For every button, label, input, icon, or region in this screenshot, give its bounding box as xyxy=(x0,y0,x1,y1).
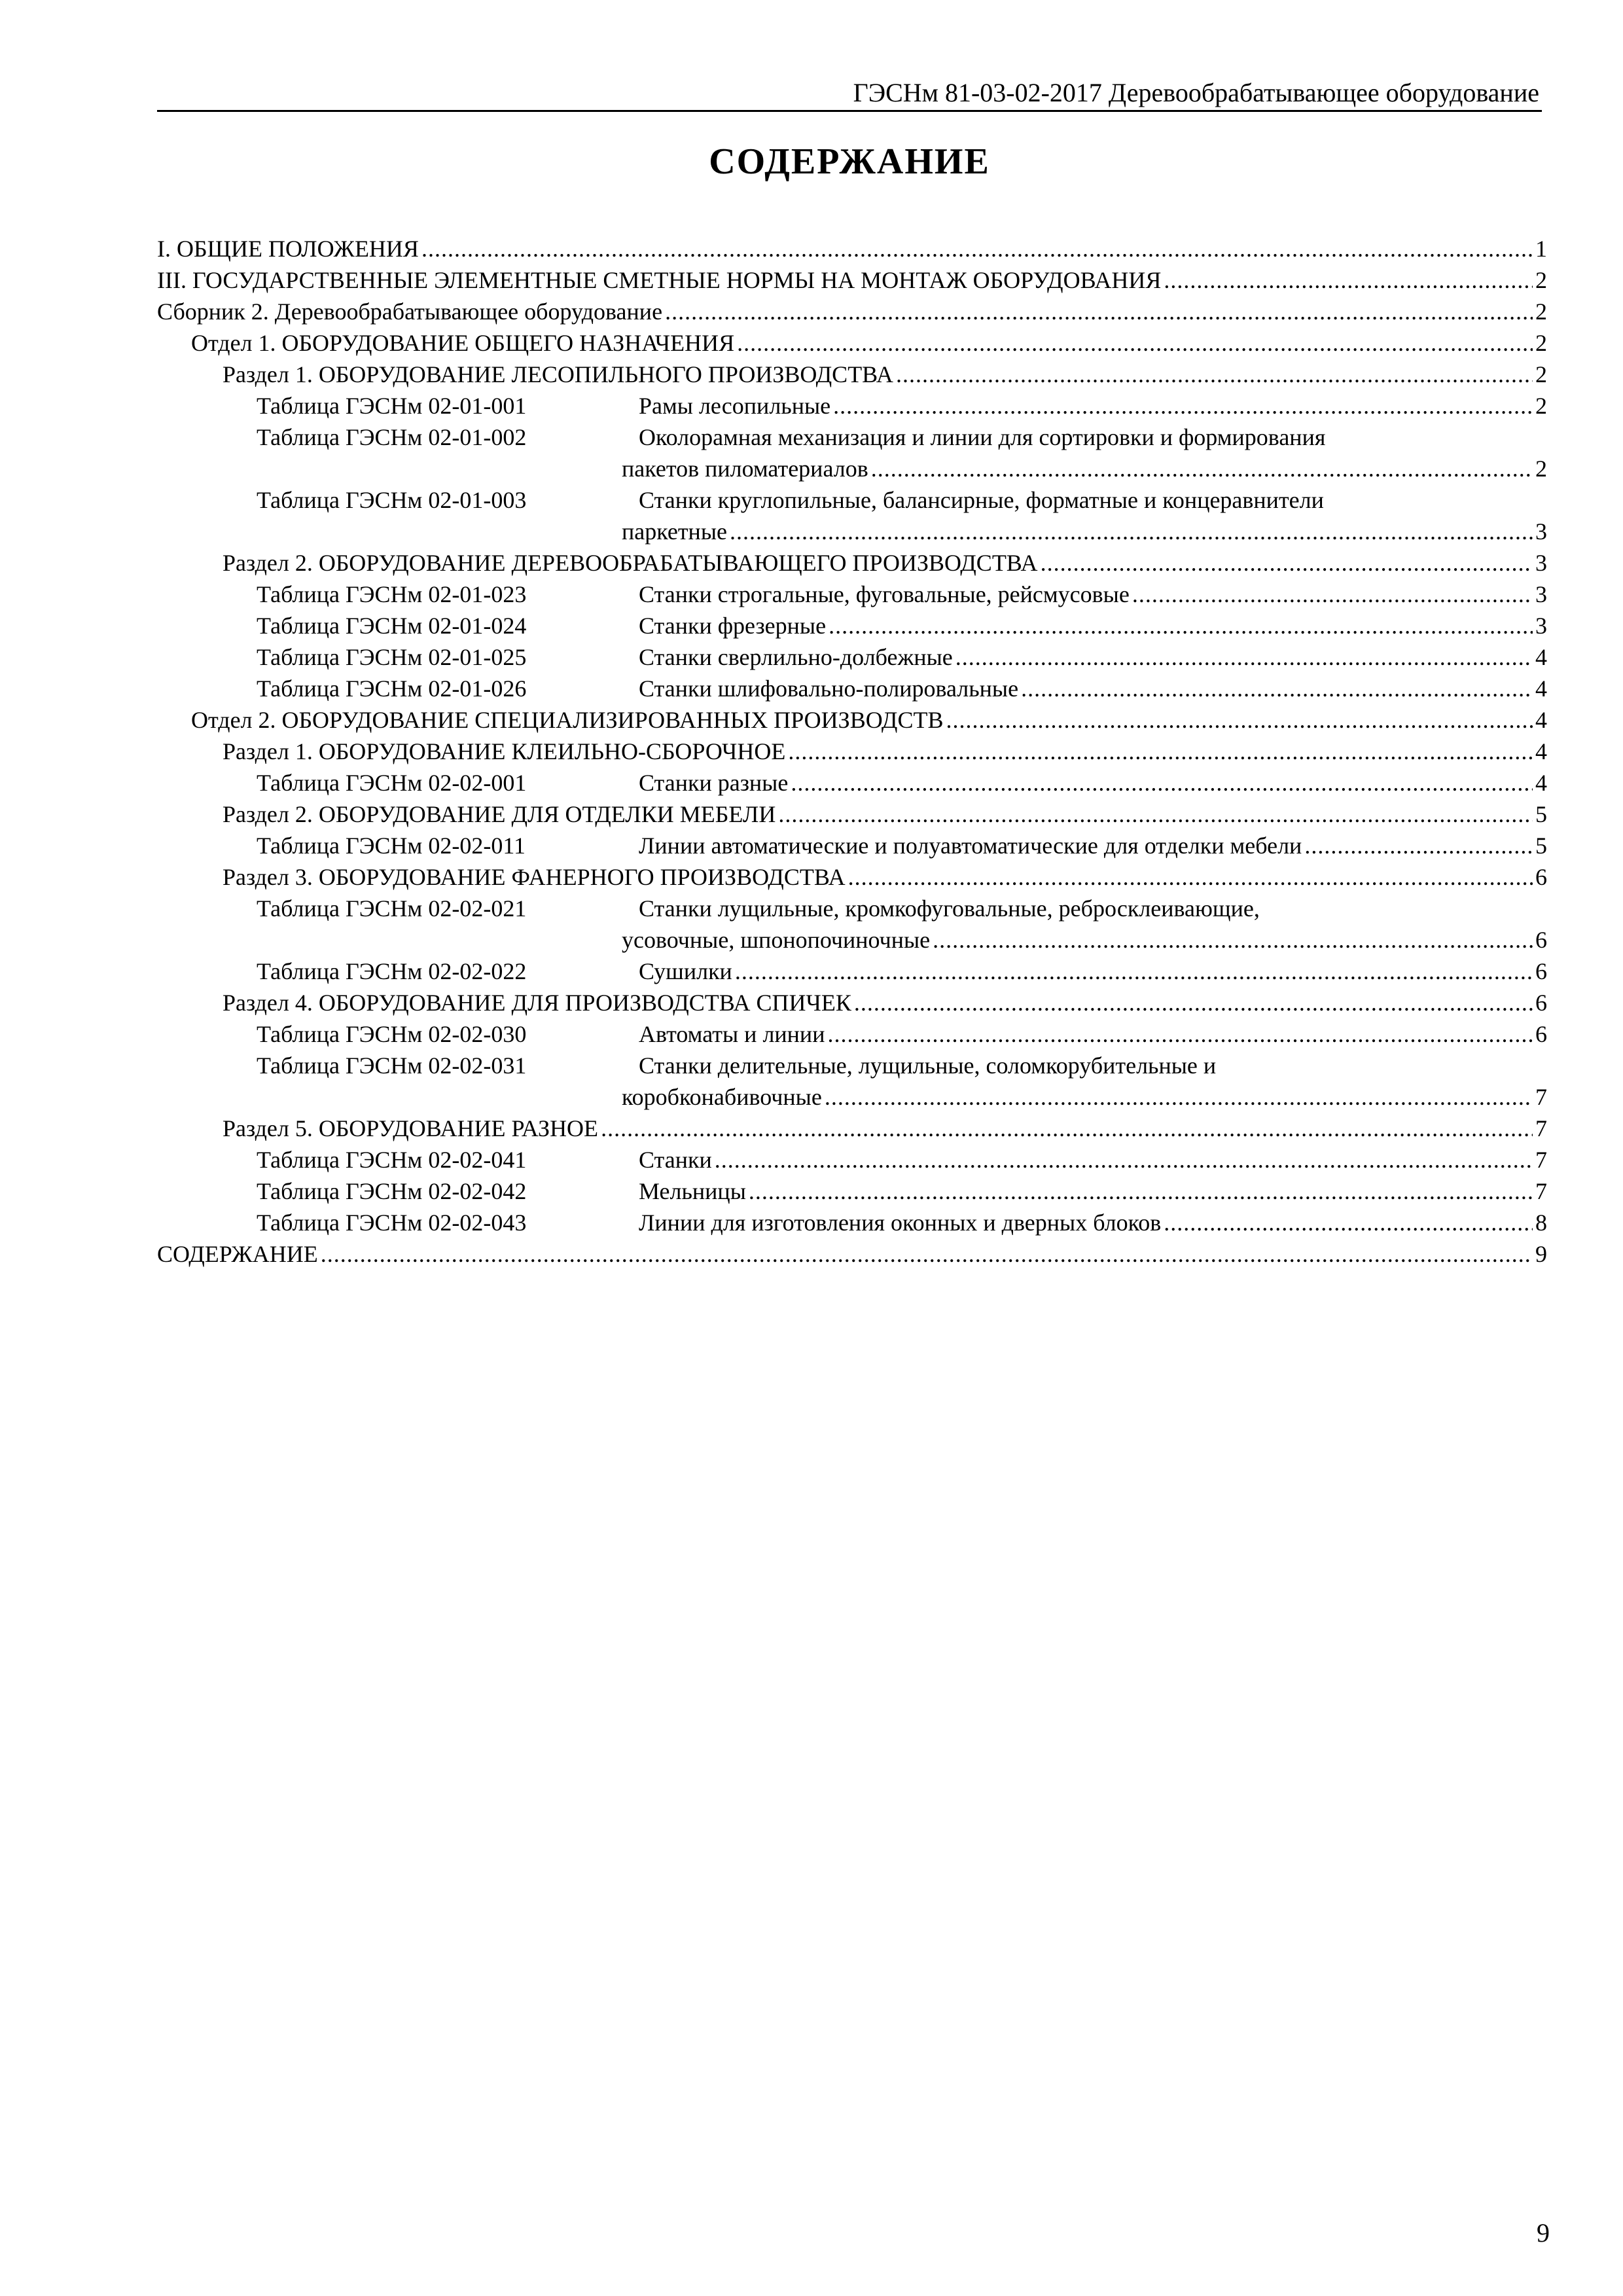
toc-entry-table[interactable] xyxy=(157,641,1547,673)
toc-entry-title: I. ОБЩИЕ ПОЛОЖЕНИЯ xyxy=(157,236,419,262)
toc-dot-leader xyxy=(933,924,1533,956)
toc-entry-page: 4 xyxy=(1535,738,1547,764)
toc-entry-page: 4 xyxy=(1535,675,1547,702)
toc-leader-line xyxy=(157,233,1547,264)
toc-dot-leader xyxy=(1304,830,1533,861)
toc-leader-line xyxy=(639,767,1547,798)
toc-entry-title: коробконабивочные xyxy=(622,1084,822,1110)
toc-entry-title: Сушилки xyxy=(639,958,732,984)
toc-dot-leader xyxy=(601,1113,1533,1144)
toc-dot-leader xyxy=(1132,579,1533,610)
toc-entry-page: 9 xyxy=(1535,1241,1547,1267)
toc-entry-title: Станки xyxy=(639,1147,712,1173)
toc-entry-title-line1: Станки круглопильные, балансирные, форматные и концеравнители xyxy=(639,487,1324,513)
toc-entry-page: 2 xyxy=(1535,361,1547,387)
toc-entry-department-2[interactable] xyxy=(157,704,1547,736)
toc-entry-title: Станки шлифовально-полировальные xyxy=(639,675,1019,702)
toc-entry-page: 8 xyxy=(1535,1210,1547,1236)
toc-dot-leader xyxy=(1164,1207,1533,1238)
toc-entry-page: 6 xyxy=(1535,864,1547,890)
toc-entry-title: Линии автоматические и полуавтоматические для отделки мебели xyxy=(639,833,1302,859)
toc-entry-title: Раздел 1. ОБОРУДОВАНИЕ КЛЕИЛЬНО-СБОРОЧНОЕ xyxy=(223,738,786,764)
toc-table-code: Таблица ГЭСНм 02-01-024 xyxy=(257,613,527,639)
toc-leader-line xyxy=(622,1081,1547,1113)
toc-entry-page: 6 xyxy=(1535,927,1547,953)
toc-dot-leader xyxy=(827,1018,1533,1050)
toc-entry-page: 6 xyxy=(1535,958,1547,984)
toc-leader-line xyxy=(223,736,1547,767)
toc-entry-page: 7 xyxy=(1535,1115,1547,1141)
toc-entry-title: Отдел 2. ОБОРУДОВАНИЕ СПЕЦИАЛИЗИРОВАННЫХ ПРОИЗВОДСТВ xyxy=(191,707,944,733)
toc-entry-title: Раздел 1. ОБОРУДОВАНИЕ ЛЕСОПИЛЬНОГО ПРОИЗВОДСТВА xyxy=(223,361,893,387)
toc-dot-leader xyxy=(825,1081,1533,1113)
toc-table-code: Таблица ГЭСНм 02-02-043 xyxy=(257,1210,527,1236)
toc-entry-title: СОДЕРЖАНИЕ xyxy=(157,1241,318,1267)
toc-table-code: Таблица ГЭСНм 02-02-021 xyxy=(257,895,527,922)
toc-entry-contents[interactable] xyxy=(157,1238,1547,1270)
toc-entry-title: Линии для изготовления оконных и дверных блоков xyxy=(639,1210,1162,1236)
toc-table-code: Таблица ГЭСНм 02-01-002 xyxy=(257,424,527,450)
toc-dot-leader xyxy=(1021,673,1533,704)
toc-entry-page: 6 xyxy=(1535,1021,1547,1047)
toc-entry-title: Мельницы xyxy=(639,1178,746,1204)
toc-table-code: Таблица ГЭСНм 02-01-001 xyxy=(257,393,527,419)
toc-entry-title: III. ГОСУДАРСТВЕННЫЕ ЭЛЕМЕНТНЫЕ СМЕТНЫЕ НОРМЫ НА МОНТАЖ ОБОРУДОВАНИЯ xyxy=(157,267,1162,293)
toc-table-code: Таблица ГЭСНм 02-01-003 xyxy=(257,487,527,513)
toc-leader-line xyxy=(157,1238,1547,1270)
toc-leader-line xyxy=(191,704,1547,736)
toc-dot-leader xyxy=(749,1175,1533,1207)
toc-table-code: Таблица ГЭСНм 02-02-001 xyxy=(257,770,527,796)
toc-entry-title: паркетные xyxy=(622,518,727,545)
toc-entry-section[interactable] xyxy=(157,736,1547,767)
toc-leader-line xyxy=(639,1175,1547,1207)
toc-entry-page: 7 xyxy=(1535,1178,1547,1204)
page-number: 9 xyxy=(1537,2218,1550,2248)
toc-entry-title: Сборник 2. Деревообрабатывающее оборудование xyxy=(157,298,663,325)
toc-entry-table[interactable] xyxy=(157,1018,1547,1050)
toc-leader-line xyxy=(639,830,1547,861)
toc-dot-leader xyxy=(833,390,1533,422)
toc-leader-line xyxy=(639,641,1547,673)
toc-entry-table[interactable] xyxy=(157,1207,1547,1238)
toc-entry-collection-2[interactable] xyxy=(157,296,1547,327)
toc-table-code: Таблица ГЭСНм 02-01-025 xyxy=(257,644,527,670)
toc-table-code: Таблица ГЭСНм 02-02-041 xyxy=(257,1147,527,1173)
toc-leader-line xyxy=(639,1144,1547,1175)
toc-entry-title: Рамы лесопильные xyxy=(639,393,831,419)
toc-leader-line xyxy=(223,1113,1547,1144)
toc-leader-line xyxy=(223,798,1547,830)
toc-entry-section[interactable] xyxy=(157,547,1547,579)
toc-entry-page: 7 xyxy=(1535,1147,1547,1173)
toc-leader-line xyxy=(639,1207,1547,1238)
toc-dot-leader xyxy=(848,861,1533,893)
toc-dot-leader xyxy=(1041,547,1533,579)
toc-entry-title: Раздел 5. ОБОРУДОВАНИЕ РАЗНОЕ xyxy=(223,1115,599,1141)
toc-entry-table[interactable] xyxy=(157,767,1547,798)
toc-entry-section[interactable] xyxy=(157,359,1547,390)
toc-entry-page: 2 xyxy=(1535,393,1547,419)
toc-entry-page: 3 xyxy=(1535,550,1547,576)
toc-leader-line xyxy=(639,579,1547,610)
toc-entry-page: 3 xyxy=(1535,581,1547,607)
toc-dot-leader xyxy=(778,798,1533,830)
toc-entry-title: усовочные, шпонопочиночные xyxy=(622,927,931,953)
toc-entry-section[interactable] xyxy=(157,1113,1547,1144)
toc-table-code: Таблица ГЭСНм 02-02-042 xyxy=(257,1178,527,1204)
toc-dot-leader xyxy=(665,296,1533,327)
toc-dot-leader xyxy=(730,516,1533,547)
toc-leader-line xyxy=(639,673,1547,704)
toc-dot-leader xyxy=(871,453,1533,484)
toc-dot-leader xyxy=(321,1238,1533,1270)
toc-entry-table[interactable] xyxy=(157,484,1547,516)
toc-entry-table[interactable] xyxy=(157,830,1547,861)
toc-entry-page: 5 xyxy=(1535,833,1547,859)
toc-leader-line xyxy=(157,296,1547,327)
toc-leader-line xyxy=(223,987,1547,1018)
toc-leader-line xyxy=(639,1018,1547,1050)
toc-leader-line xyxy=(157,264,1547,296)
toc-entry-page: 4 xyxy=(1535,707,1547,733)
toc-entry-title: Раздел 4. ОБОРУДОВАНИЕ ДЛЯ ПРОИЗВОДСТВА СПИЧЕК xyxy=(223,990,851,1016)
toc-entry-page: 2 xyxy=(1535,330,1547,356)
toc-entry-table[interactable] xyxy=(157,610,1547,641)
page-title: СОДЕРЖАНИЕ xyxy=(709,141,990,182)
toc-entry-table[interactable] xyxy=(157,390,1547,422)
toc-dot-leader xyxy=(715,1144,1533,1175)
toc-table-code: Таблица ГЭСНм 02-02-011 xyxy=(257,833,526,859)
toc-entry-table[interactable] xyxy=(157,956,1547,987)
toc-leader-line xyxy=(622,453,1547,484)
toc-entry-title: Отдел 1. ОБОРУДОВАНИЕ ОБЩЕГО НАЗНАЧЕНИЯ xyxy=(191,330,735,356)
toc-entry-page: 3 xyxy=(1535,518,1547,545)
toc-entry-title: пакетов пиломатериалов xyxy=(622,456,868,482)
toc-entry-state-norms[interactable] xyxy=(157,264,1547,296)
toc-table-code: Таблица ГЭСНм 02-02-030 xyxy=(257,1021,527,1047)
toc-entry-table-continuation[interactable] xyxy=(157,516,1547,547)
toc-entry-table[interactable] xyxy=(157,1050,1547,1081)
toc-entry-general-provisions[interactable] xyxy=(157,233,1547,264)
toc-entry-table-continuation[interactable] xyxy=(157,453,1547,484)
header-title: ГЭСНм 81-03-02-2017 Деревообрабатывающее оборудование xyxy=(853,78,1539,107)
toc-entry-table[interactable] xyxy=(157,579,1547,610)
toc-entry-title: Станки разные xyxy=(639,770,789,796)
toc-leader-line xyxy=(223,547,1547,579)
toc-leader-line xyxy=(622,924,1547,956)
toc-entry-department-1[interactable] xyxy=(157,327,1547,359)
toc-entry-page: 6 xyxy=(1535,990,1547,1016)
toc-entry-table[interactable] xyxy=(157,422,1547,453)
toc-dot-leader xyxy=(829,610,1533,641)
toc-entry-table[interactable] xyxy=(157,893,1547,924)
toc-entry-title-line1: Околорамная механизация и линии для сортировки и формирования xyxy=(639,424,1326,450)
toc-table-code: Таблица ГЭСНм 02-02-022 xyxy=(257,958,527,984)
toc-leader-line xyxy=(191,327,1547,359)
toc-entry-title: Станки сверлильно-долбежные xyxy=(639,644,953,670)
toc-entry-title: Станки строгальные, фуговальные, рейсмусовые xyxy=(639,581,1130,607)
toc-dot-leader xyxy=(955,641,1533,673)
toc-entry-section[interactable] xyxy=(157,798,1547,830)
running-header xyxy=(157,73,1542,112)
toc-entry-page: 2 xyxy=(1535,267,1547,293)
toc-leader-line xyxy=(223,861,1547,893)
toc-table-code: Таблица ГЭСНм 02-01-023 xyxy=(257,581,527,607)
toc-dot-leader xyxy=(421,233,1533,264)
toc-leader-line xyxy=(622,516,1547,547)
toc-entry-title: Раздел 2. ОБОРУДОВАНИЕ ДЛЯ ОТДЕЛКИ МЕБЕЛИ xyxy=(223,801,776,827)
toc-entry-title-line1: Станки лущильные, кромкофуговальные, ребросклеивающие, xyxy=(639,895,1260,922)
toc-entry-title: Раздел 2. ОБОРУДОВАНИЕ ДЕРЕВООБРАБАТЫВАЮЩЕГО ПРОИЗВОДСТВА xyxy=(223,550,1038,576)
toc-entry-page: 3 xyxy=(1535,613,1547,639)
toc-dot-leader xyxy=(735,956,1533,987)
toc-entry-page: 2 xyxy=(1535,298,1547,325)
toc-entry-page: 1 xyxy=(1535,236,1547,262)
toc-entry-page: 5 xyxy=(1535,801,1547,827)
toc-entry-page: 2 xyxy=(1535,456,1547,482)
toc-entry-title: Автоматы и линии xyxy=(639,1021,825,1047)
toc-leader-line xyxy=(639,390,1547,422)
toc-leader-line xyxy=(639,956,1547,987)
toc-entry-table[interactable] xyxy=(157,673,1547,704)
toc-entry-table[interactable] xyxy=(157,1144,1547,1175)
toc-table-code: Таблица ГЭСНм 02-02-031 xyxy=(257,1052,527,1079)
toc-entry-table[interactable] xyxy=(157,1175,1547,1207)
toc-entry-page: 7 xyxy=(1535,1084,1547,1110)
toc-dot-leader xyxy=(854,987,1533,1018)
toc-dot-leader xyxy=(737,327,1533,359)
toc-table-code: Таблица ГЭСНм 02-01-026 xyxy=(257,675,527,702)
toc-leader-line xyxy=(223,359,1547,390)
toc-dot-leader xyxy=(791,767,1533,798)
toc-entry-title-line1: Станки делительные, лущильные, соломкорубительные и xyxy=(639,1052,1217,1079)
toc-entry-title: Раздел 3. ОБОРУДОВАНИЕ ФАНЕРНОГО ПРОИЗВОДСТВА xyxy=(223,864,846,890)
toc-entry-page: 4 xyxy=(1535,644,1547,670)
toc-entry-section[interactable] xyxy=(157,861,1547,893)
toc-entry-table-continuation[interactable] xyxy=(157,924,1547,956)
toc-dot-leader xyxy=(896,359,1533,390)
toc-leader-line xyxy=(639,610,1547,641)
toc-entry-section[interactable] xyxy=(157,987,1547,1018)
toc-dot-leader xyxy=(788,736,1533,767)
toc-dot-leader xyxy=(946,704,1533,736)
toc-entry-table-continuation[interactable] xyxy=(157,1081,1547,1113)
toc-entry-page: 4 xyxy=(1535,770,1547,796)
table-of-contents xyxy=(157,233,1547,1270)
toc-dot-leader xyxy=(1164,264,1533,296)
toc-entry-title: Станки фрезерные xyxy=(639,613,827,639)
